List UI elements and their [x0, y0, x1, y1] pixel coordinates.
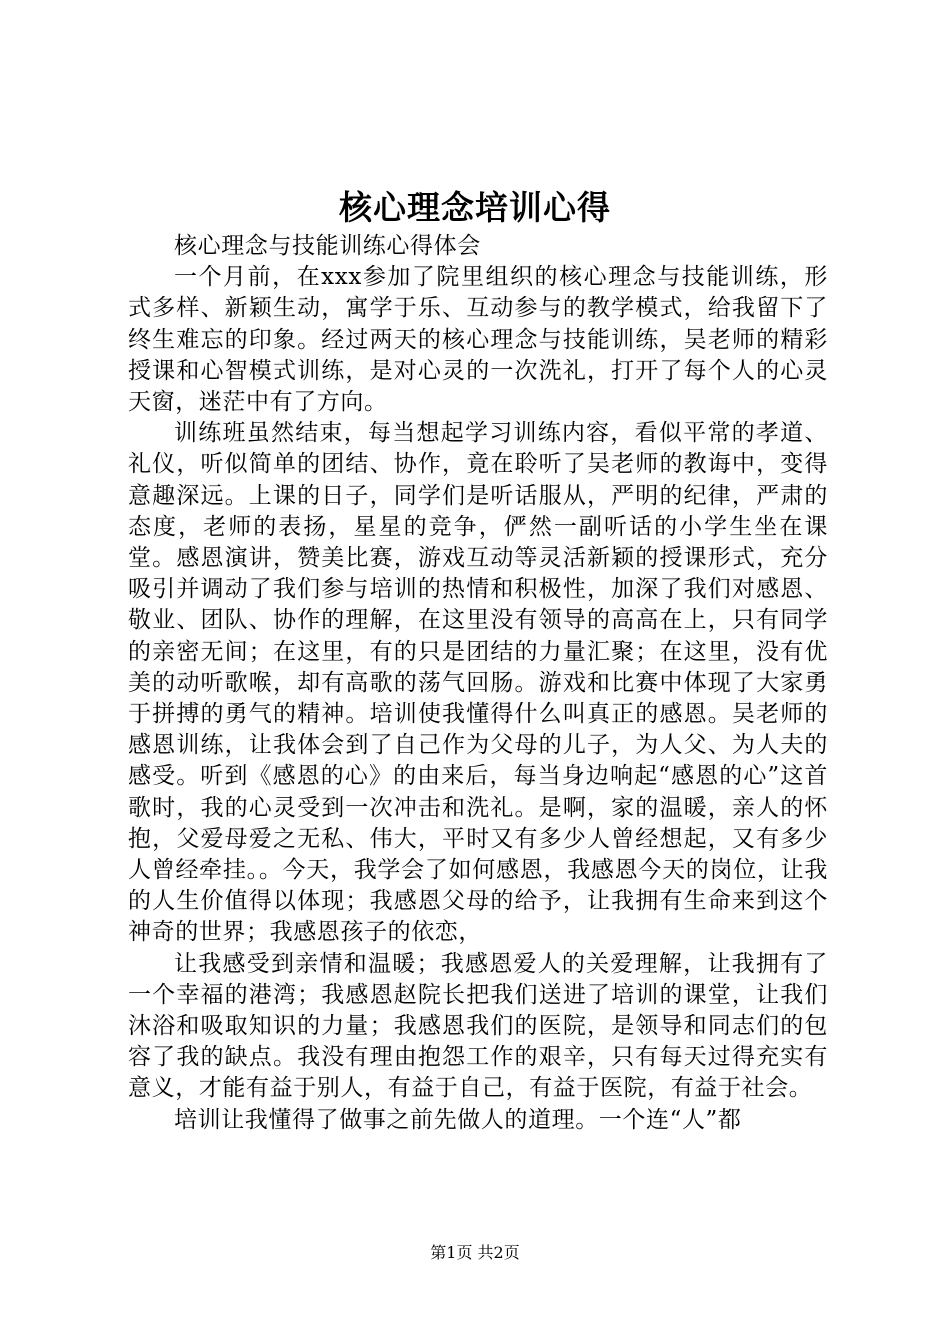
body-paragraph: 让我感受到亲情和温暖；我感恩爱人的关爱理解，让我拥有了一个幸福的港湾；我感恩赵院长把我们送进了培训的课堂，让我们沐浴和吸取知识的力量；我感恩我们的医院，是领导和同志们的包容了我的缺点。我没有理由抱怨工作的艰辛，只有每天过得充实有意义，才能有益于别人，有益于自己，有益于医院，有益于社会。	[128, 950, 828, 1102]
body-paragraph: 一个月前，在xxx参加了院里组织的核心理念与技能训练，形式多样、新颖生动，寓学于乐、互动参与的教学模式，给我留下了终生难忘的印象。经过两天的核心理念与技能训练，吴老师的精彩授课和心智模式训练，是对心灵的一次洗礼，打开了每个人的心灵天窗，迷茫中有了方向。	[128, 264, 828, 416]
page-number-footer: 第1页 共2页	[430, 1243, 520, 1262]
body-paragraph: 培训让我懂得了做事之前先做人的道理。一个连“人”都	[174, 1106, 742, 1133]
document-body	[128, 231, 828, 1136]
body-paragraph: 训练班虽然结束，每当想起学习训练内容，看似平常的孝道、礼仪，听似简单的团结、协作，竟在聆听了吴老师的教诲中，变得意趣深远。上课的日子，同学们是听话服从，严明的纪律，严肃的态度，老师的表扬，星星的竞争，俨然一副听话的小学生坐在课堂。感恩演讲，赞美比赛，游戏互动等灵活新颖的授课形式，充分吸引并调动了我们参与培训的热情和积极性，加深了我们对感恩、敬业、团队、协作的理解，在这里没有领导的高高在上，只有同学的亲密无间；在这里，有的只是团结的力量汇聚；在这里，没有优美的动听歌喉，却有高歌的荡气回肠。游戏和比赛中体现了大家勇于拼搏的勇气的精神。培训使我懂得什么叫真正的感恩。吴老师的感恩训练，让我体会到了自己作为父母的儿子，为人父、为人夫的感受。听到《感恩的心》的由来后，每当身边响起“感恩的心”这首歌时，我的心灵受到一次冲击和洗礼。是啊，家的温暖，亲人的怀抱，父爱母爱之无私、伟大，平时又有多少人曾经想起，又有多少人曾经牵挂。。今天，我学会了如何感恩，我感恩今天的岗位，让我的人生价值得以体现；我感恩父母的给予，让我拥有生命来到这个神奇的世界；我感恩孩子的依恋，	[128, 420, 828, 946]
subtitle-paragraph: 核心理念与技能训练心得体会	[174, 233, 481, 259]
document-title: 核心理念培训心得	[339, 188, 611, 227]
